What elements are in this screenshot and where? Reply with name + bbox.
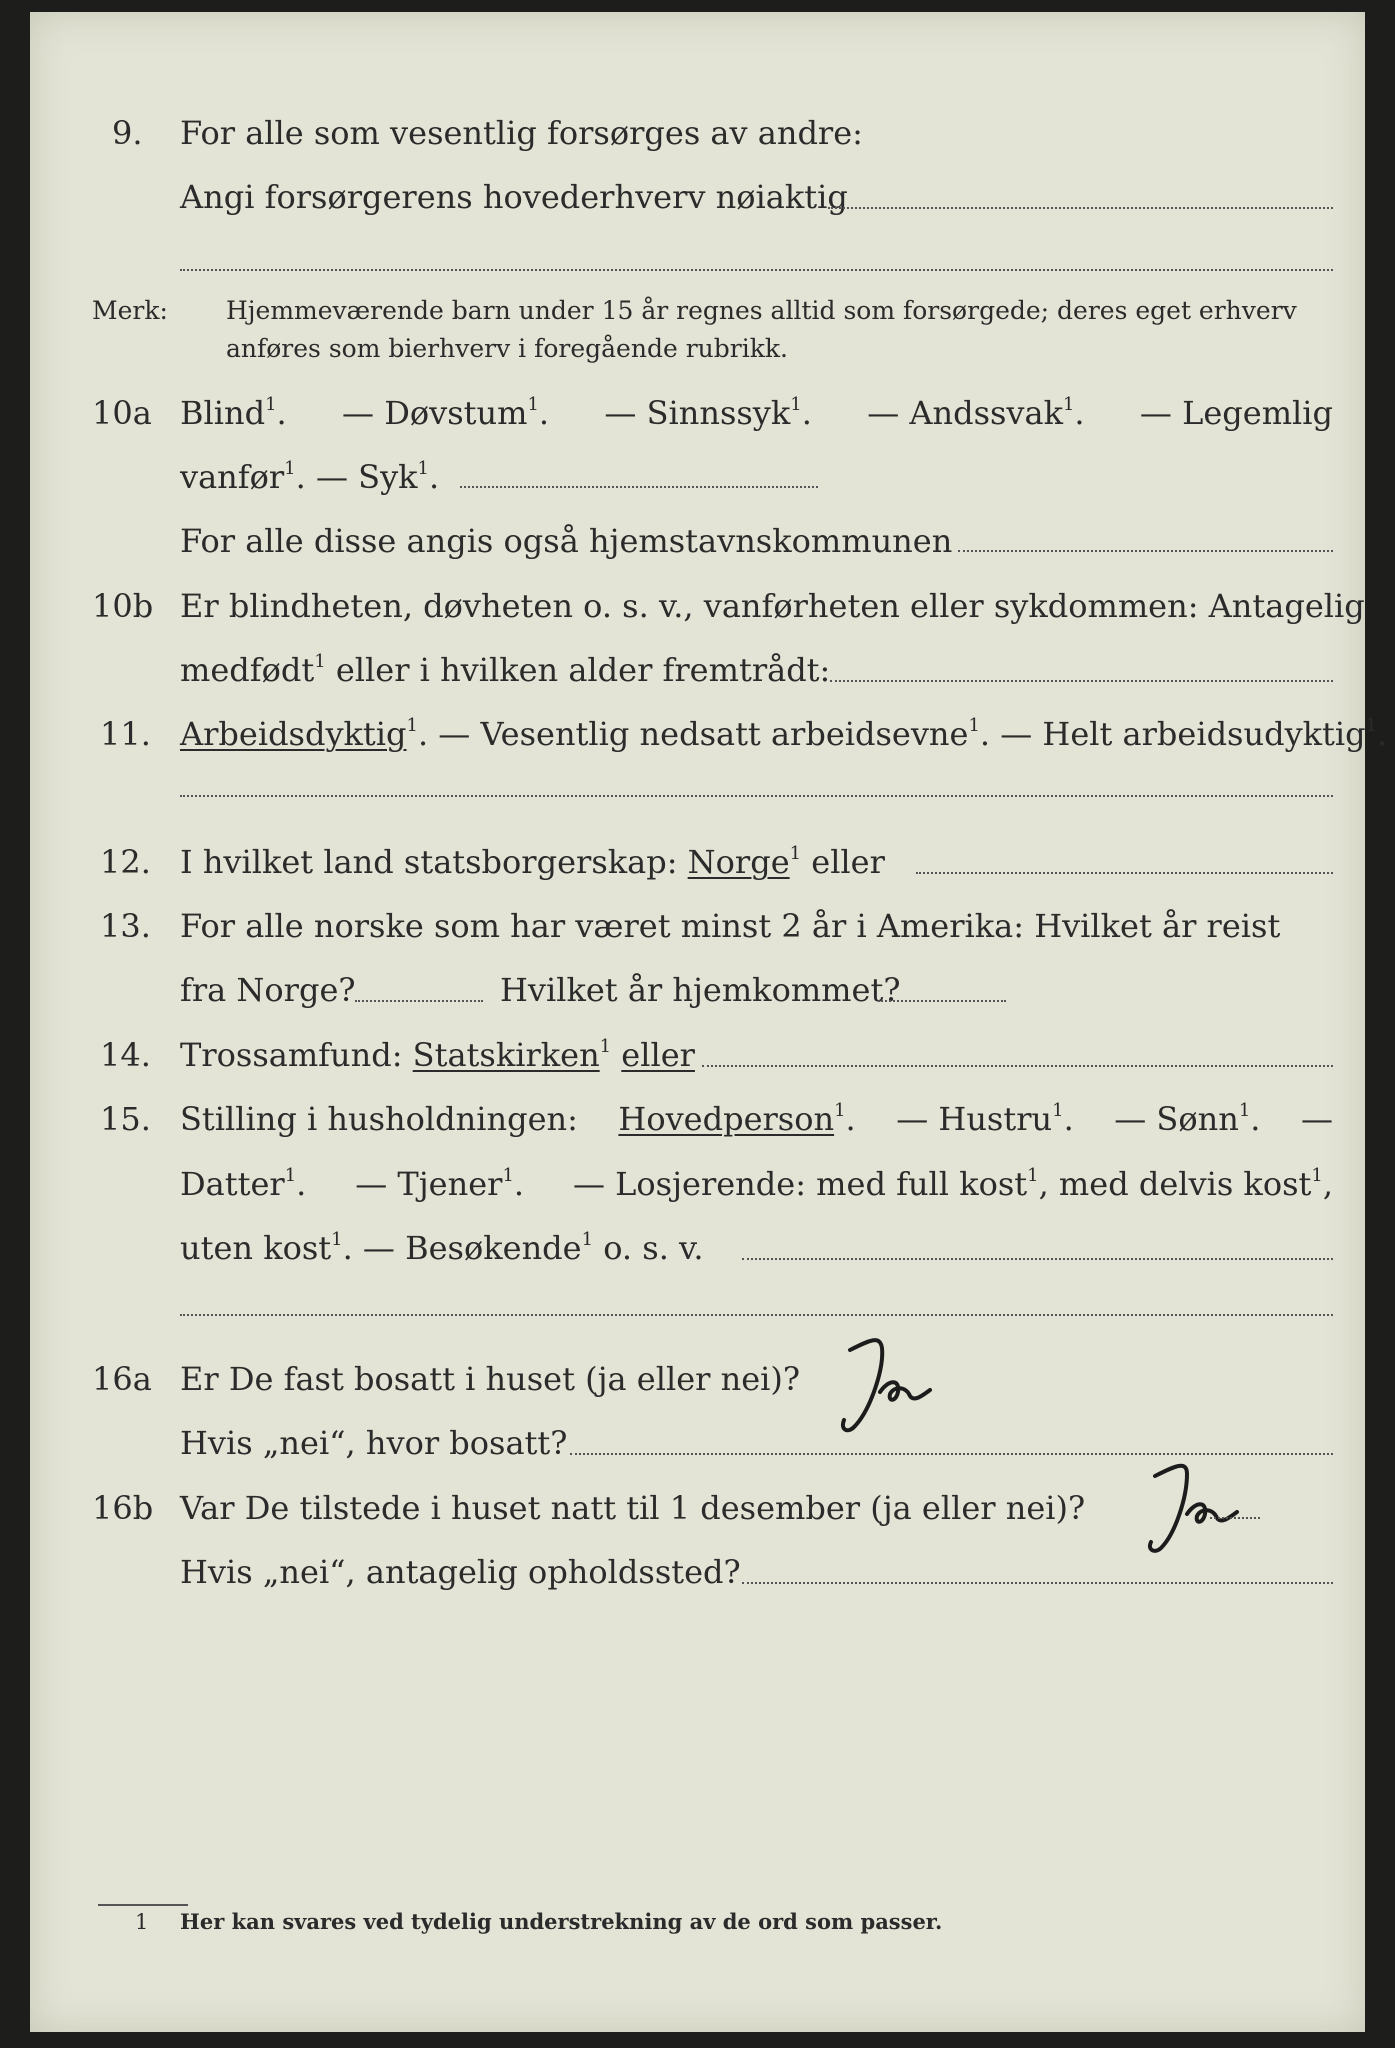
opt-datter[interactable]: Datter: [180, 1165, 285, 1203]
opt-udyktig[interactable]: — Helt arbeidsudyktig: [1000, 715, 1366, 753]
opt-syk[interactable]: — Syk: [315, 458, 418, 496]
opt-hovedperson[interactable]: Hovedperson: [618, 1100, 835, 1138]
q13-hjem: Hvilket år hjemkommet?: [500, 971, 901, 1009]
opt-hustru[interactable]: — Hustru: [896, 1100, 1053, 1138]
footnote-mark: 1: [135, 1910, 149, 1934]
opt-arbeidsdyktig[interactable]: Arbeidsdyktig: [180, 715, 407, 753]
q10a-line2: vanfør$^1$. — Syk$^1$.: [180, 458, 440, 496]
q13-line1: For alle norske som har været minst 2 år i Amerika: Hvilket år reist: [180, 907, 1281, 945]
q12-number: 12.: [100, 843, 151, 881]
footnote-rule: [98, 1904, 188, 1906]
opt-blind[interactable]: Blind: [180, 394, 266, 432]
q9-line1: For alle som vesentlig forsørges av andre:: [180, 114, 863, 152]
opt-full-kost[interactable]: — Losjerende: med full kost: [572, 1165, 1028, 1203]
q10a-kommune-line[interactable]: [958, 550, 1333, 552]
q16b-line2: Hvis „nei“, antagelig opholdssted?: [180, 1553, 741, 1591]
q10b-answer-line[interactable]: [830, 680, 1333, 682]
merk-label: Merk:: [92, 296, 168, 325]
q9-line2: Angi forsørgerens hovederhverv nøiaktig: [180, 178, 848, 216]
q13-number: 13.: [100, 907, 151, 945]
q11-line: Arbeidsdyktig$^1$. — Vesentlig nedsatt arbeidsevne$^1$. — Helt arbeidsudyktig$^1$.: [180, 715, 1388, 753]
q10b-number: 10b: [92, 587, 154, 625]
opt-vanfor[interactable]: vanfør: [180, 458, 285, 496]
q9-answer-line-2[interactable]: [180, 269, 1333, 271]
q15-line2: Datter$^1$. — Tjener$^1$. — Losjerende: med full kost$^1$, med delvis kost$^1$,: [180, 1165, 1333, 1203]
q15-line1: Stilling i husholdningen: Hovedperson$^1$. — Hustru$^1$. — Sønn$^1$. —: [180, 1100, 1333, 1138]
opt-dovstum[interactable]: — Døvstum: [342, 394, 528, 432]
opt-norge[interactable]: Norge: [687, 843, 790, 881]
q14-number: 14.: [100, 1036, 151, 1074]
opt-tjener[interactable]: — Tjener: [355, 1165, 503, 1203]
q16b-answer-handwritten: [1115, 1454, 1245, 1574]
q12-line: I hvilket land statsborgerskap: Norge$^1$ eller: [180, 843, 885, 881]
opt-nedsatt[interactable]: — Vesentlig nedsatt arbeidsevne: [438, 715, 969, 753]
q16a-answer-handwritten: [810, 1330, 940, 1450]
q14-answer-line[interactable]: [702, 1065, 1333, 1067]
footnote-text: Her kan svares ved tydelig understrekning av de ord som passer.: [180, 1909, 943, 1934]
opt-andssvak[interactable]: — Andssvak: [867, 394, 1063, 432]
merk-line1: Hjemmeværende barn under 15 år regnes alltid som forsørgede; deres eget erhverv: [226, 296, 1297, 325]
q15-line3: uten kost$^1$. — Besøkende$^1$ o. s. v.: [180, 1229, 704, 1267]
opt-statskirken[interactable]: Statskirken: [412, 1036, 600, 1074]
q10b-line2: medfødt$^1$ eller i hvilken alder fremtrådt:: [180, 651, 831, 689]
q10b-line1: Er blindheten, døvheten o. s. v., vanførheten eller sykdommen: Antagelig: [180, 587, 1365, 625]
q16b-line1: Var De tilstede i huset natt til 1 desember (ja eller nei)?: [180, 1489, 1086, 1527]
opt-sonn[interactable]: — Sønn: [1114, 1100, 1239, 1138]
q11-answer-line[interactable]: [180, 795, 1333, 797]
merk-line2: anføres som bierhverv i foregående rubrikk.: [226, 334, 788, 363]
q11-number: 11.: [100, 715, 151, 753]
q13-reist-line[interactable]: [355, 1000, 483, 1002]
opt-sinnssyk[interactable]: — Sinnssyk: [604, 394, 791, 432]
q16b-opphold-line[interactable]: [742, 1582, 1333, 1584]
q15-answer-line[interactable]: [742, 1258, 1333, 1260]
q15-answer-line-2[interactable]: [180, 1314, 1333, 1316]
q13-hjem-line[interactable]: [878, 1000, 1006, 1002]
opt-legemlig[interactable]: — Legemlig: [1139, 394, 1333, 432]
q12-answer-line[interactable]: [916, 872, 1333, 874]
q14-line: Trossamfund: Statskirken$^1$ eller: [180, 1036, 695, 1074]
census-form-page: [30, 12, 1388, 2032]
q16a-number: 16a: [92, 1360, 152, 1398]
q16a-line2: Hvis „nei“, hvor bosatt?: [180, 1424, 568, 1462]
q15-number: 15.: [100, 1100, 151, 1138]
q13-fra: fra Norge?: [180, 971, 356, 1009]
q10a-syk-line[interactable]: [460, 486, 818, 488]
opt-medfodt[interactable]: medfødt: [180, 651, 315, 689]
q16b-answer-line[interactable]: [1210, 1517, 1260, 1519]
opt-besokende[interactable]: — Besøkende: [362, 1229, 582, 1267]
q9-answer-line[interactable]: [828, 207, 1333, 209]
q16b-number: 16b: [92, 1489, 154, 1527]
opt-uten-kost[interactable]: uten kost: [180, 1229, 332, 1267]
q9-number: 9.: [112, 114, 143, 152]
opt-delvis-kost[interactable]: , med delvis kost: [1038, 1165, 1312, 1203]
q16a-line1: Er De fast bosatt i huset (ja eller nei)?: [180, 1360, 801, 1398]
q10a-line1: Blind$^1$. — Døvstum$^1$. — Sinnssyk$^1$. — Andssvak$^1$. — Legemlig: [180, 394, 1333, 432]
q10a-line3: For alle disse angis også hjemstavnskommunen: [180, 522, 953, 560]
q10a-number: 10a: [92, 394, 152, 432]
